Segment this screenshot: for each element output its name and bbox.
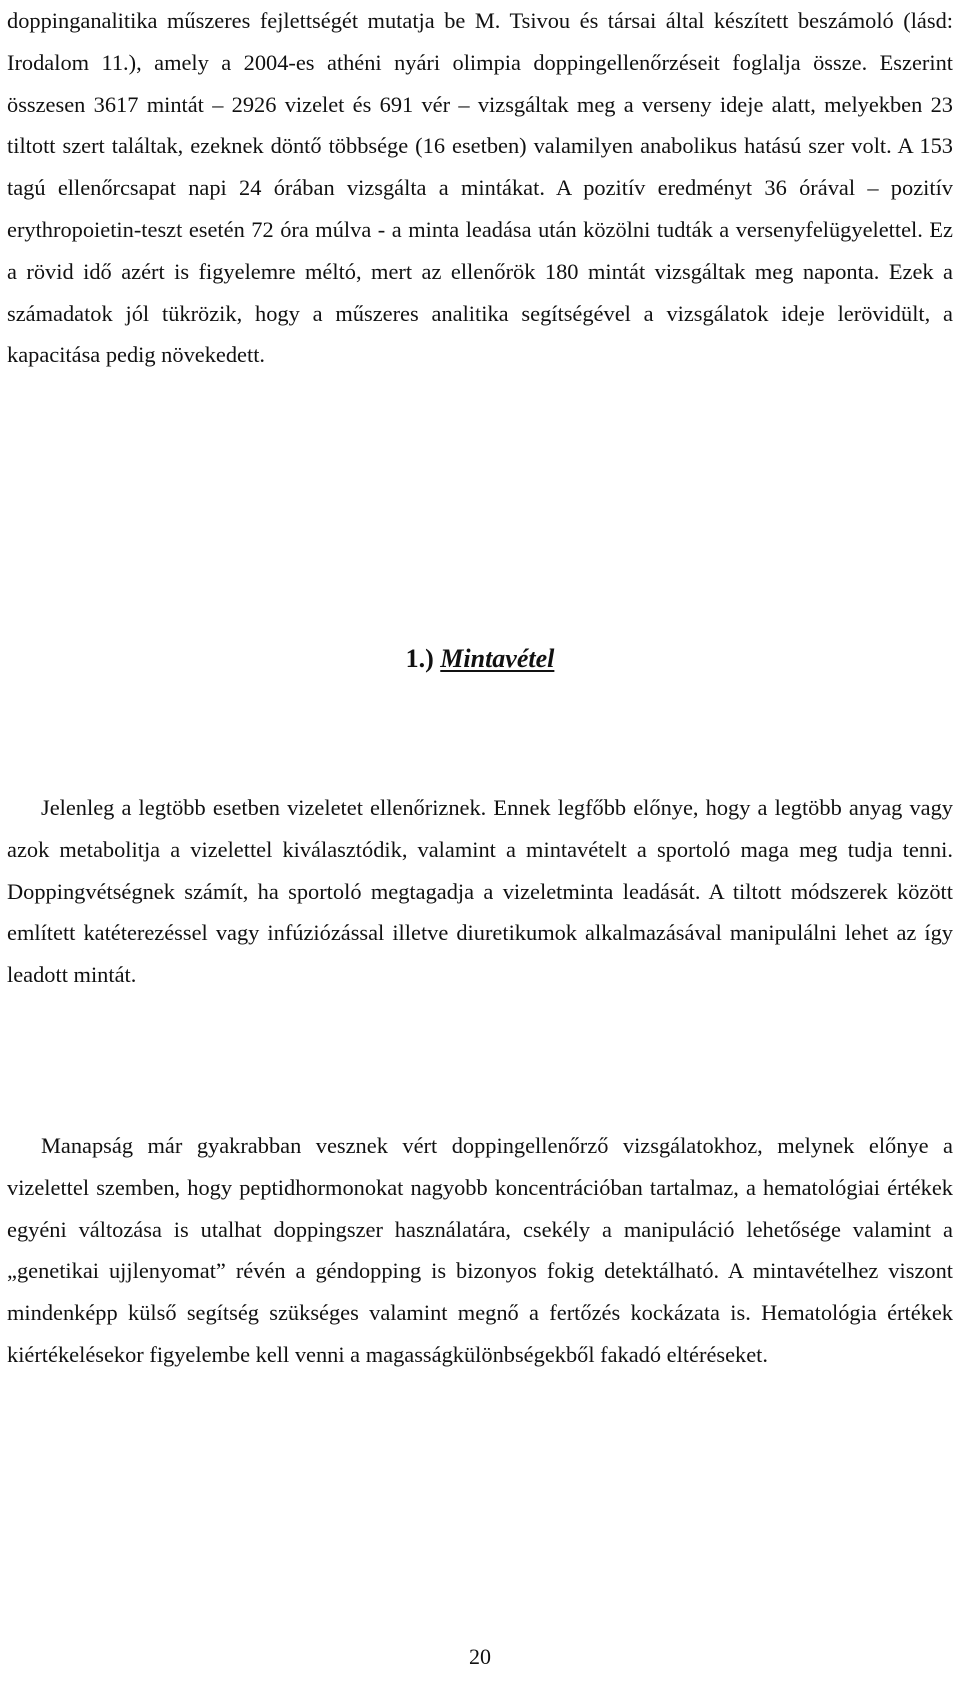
section-heading [0,642,960,676]
paragraph-urine-sampling: Jelenleg a legtöbb esetben vizeletet ellenőriznek. Ennek legfőbb előnye, hogy a legtöbb anyag vagy azok metabolitja a vizelettel kiválasztódik, valamint a mintavételt a sportoló maga meg tudja tenni. Doppingvétségnek számít, ha sportoló megtagadja a vizeletminta leadását. A tiltott módszerek között említett katéterezéssel vagy infúziózással illetve diuretikumok alkalmazásával manipulálni lehet az így leadott mintát. [7,795,953,988]
section-number: 1.) [405,644,434,673]
section-title: Mintavétel [440,644,555,673]
paragraph-olympic-analysis: doppinganalitika műszeres fejlettségét mutatja be M. Tsivou és társai által készített beszámoló (lásd: Irodalom 11.), amely a 2004-es athéni nyári olimpia doppingellenőrzéseit foglalja össze. Eszerint összesen 3617 mintát – 2926 vizelet és 691 vér – vizsgáltak meg a verseny ideje alatt, melyekben 23 tiltott szert találtak, ezeknek döntő többsége (16 esetben) valamilyen anabolikus hatású szer volt. A 153 tagú ellenőrcsapat napi 24 órában vizsgálta a mintákat. A pozitív eredményt 36 órával – pozitív erythropoietin-teszt esetén 72 óra múlva - a minta leadása után közölni tudták a versenyfelügyelettel. Ez a rövid idő azért is figyelemre méltó, mert az ellenőrök 180 mintát vizsgáltak meg naponta. Ezek a számadatok jól tükrözik, hogy a műszeres analitika segítségével a vizsgálatok ideje lerövidült, a kapacitása pedig növekedett. [7,8,953,368]
paragraph-blood-sampling: Manapság már gyakrabban vesznek vért doppingellenőrző vizsgálatokhoz, melynek előnye a vizelettel szemben, hogy peptidhormonokat nagyobb koncentrációban tartalmaz, a hematológiai értékek egyéni változása is utalhat doppingszer használatára, csekély a manipuláció lehetősége valamint a „genetikai ujjlenyomat” révén a géndopping is bizonyos fokig detektálható. A mintavételhez viszont mindenképp külső segítség szükséges valamint megnő a fertőzés kockázata is. Hematológia értékek kiértékelésekor figyelembe kell venni a magasságkülönbségekből fakadó eltéréseket. [7,1133,953,1367]
page-number: 20 [469,1644,491,1669]
